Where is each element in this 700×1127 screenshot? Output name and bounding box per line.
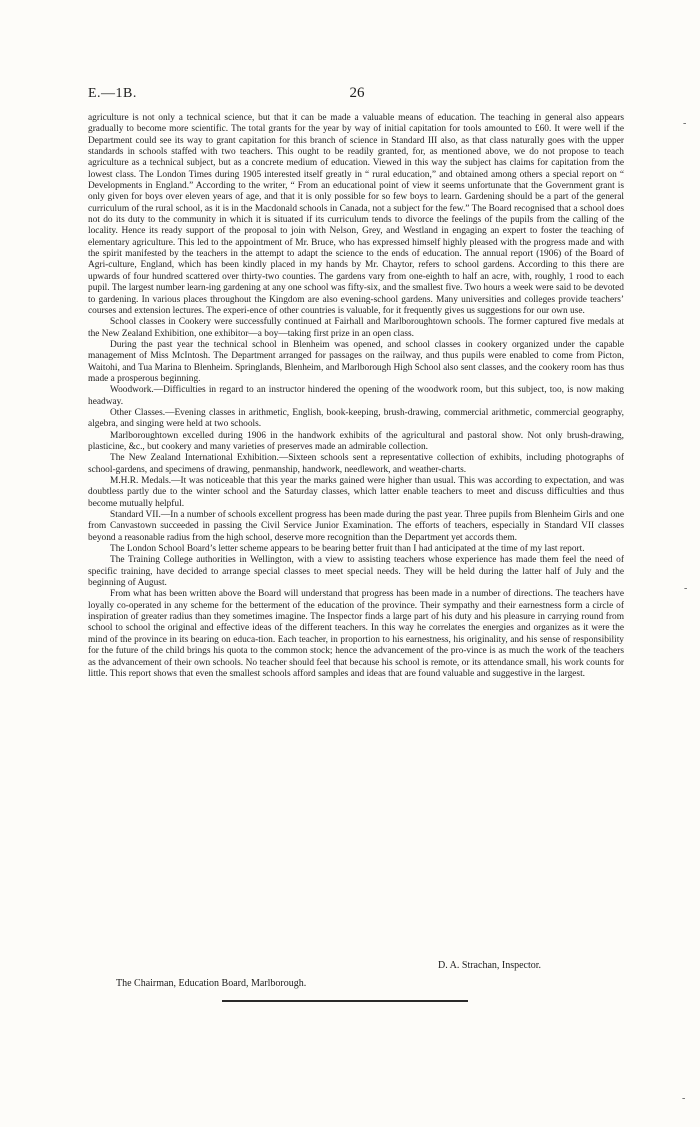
end-rule [222, 1000, 468, 1002]
page-header [88, 86, 626, 106]
margin-mark-bottom: - [682, 1093, 686, 1104]
paragraph-woodwork: Woodwork.—Difficulties in regard to an instructor hindered the opening of the woodwork room, but this subject, too, is now making headway. [88, 385, 624, 407]
paragraph-marlboroughtown: Marlboroughtown excelled during 1906 in the handwork exhibits of the agricultural and pastoral show. Not only brush-drawing, plasticine, &c., but cookery and many varieties of preserves made an admirable collection. [88, 430, 624, 452]
paragraph-standard-vii: Standard VII.—In a number of schools excellent progress has been made during the past year. Three pupils from Blenheim Girls and one from Canvastown succeeded in passing the Civil Service Junior Examination. The efforts of teachers, especially in Standard VII classes beyond a reasonable radius from the high school, deserve more recognition than the Department yet accords them. [88, 510, 624, 543]
margin-mark-middle: - [684, 583, 688, 594]
page-number: 26 [349, 85, 365, 101]
margin-mark-top: - [683, 118, 687, 129]
paragraph-training-college: The Training College authorities in Wellington, with a view to assisting teachers whose experience has made them feel the need of specific training, have decided to arrange special classes to meet special needs. They will be held during the latter half of July and the beginning of August. [88, 555, 624, 589]
paragraph-london-school-board: The London School Board’s letter scheme appears to be bearing better fruit than I had anticipated at the time of my last report. [110, 544, 585, 555]
paragraph-exhibition: The New Zealand International Exhibition.—Sixteen schools sent a representative collection of exhibits, including photographs of school-gardens, and specimens of drawing, penmanship, handwork, needlework, and weather-charts. [88, 453, 624, 475]
paragraph-conclusion: From what has been written above the Board will understand that progress has been made in a number of directions. The teachers have loyally co-operated in any scheme for the betterment of the education of the province. Their sympathy and their earnestness form a circle of inspiration of greater radius than they sometimes imagine. The Inspector finds a large part of his duty and his pleasure in carrying round from school to school the original and effective ideas of the different teachers. In this way he correlates the energies and organizes as it were the mind of the province in its bearing on educa-tion. Each teacher, in proportion to his earnestness, his originality, and his sense of responsibility for the future of the child brings his quota to the common stock; hence the advancement of the pro-vince is as much the work of the teachers as the advancement of their own schools. No teacher should feel that because his school is remote, or its attendance small, his work counts for little. This report shows that even the smallest schools afford samples and ideas that are found valuable and suggestive in the largest. [88, 589, 624, 679]
report-body [88, 113, 624, 680]
paragraph-other-classes: Other Classes.—Evening classes in arithmetic, English, book-keeping, brush-drawing, commercial arithmetic, commercial geography, algebra, and singing were held at two schools. [88, 407, 624, 430]
paragraph-agriculture: agriculture is not only a technical science, but that it can be made a valuable means of education. The teaching in general also appears gradually to become more scientific. The total grants for the year by way of initial capitation for tools amounted to £60. It were well if the Department could see its way to grant capitation for this branch of science in Standard III also, as that class naturally goes with the upper standards in schools staffed with two teachers. This ought to be readily granted, for, as mentioned above, we do not propose to teach agriculture as a technical subject, but as a concrete medium of education. Viewed in this way the subject has claims for capitation from the lowest class. The London Times during 1905 interested itself greatly in “ rural education,” and obtained among others a special report on “ Developments in England.” According to the writer, “ From an educational point of view it seems unfortunate that the Government grant is only given for boys over eleven years of age, and that it is only possible for so few boys to learn. Gardening should be a part of the general curriculum of the rural school, as it is in the Macdonald schools in Canada, not a subject for the few.” The Board recognised that a school does not do its duty to the community in which it is situated if its curriculum tends to divorce the feelings of the pupils from the calling of the locality. Hence its ready support of the proposal to join with Nelson, Grey, and Westland in engaging an expert to foster the teaching of elementary agriculture. This led to the appointment of Mr. Bruce, who has expressed himself highly pleased with the progress made and with the spirit manifested by the teachers in the attempt to adapt the science to the ends of education. The annual report (1906) of the Board of Agri-culture, England, which has been kindly placed in my hands by Mr. Chaytor, refers to school gardens. According to this there are upwards of four hundred scattered over thirty-two counties. The gardens vary from one-eighth to half an acre, with, roughly, 1 rood to each pupil. The largest number learn-ing gardening at any one school was fifty-six, and the smallest five. Two hours a week were said to be devoted to gardening. In various places throughout the Kingdom are also evening-school gardens. Many universities and colleges provide teachers’ courses and extension lectures. The experi-ence of other countries is valuable, for it frequently gives us suggestions for our own use. [88, 113, 624, 316]
paragraph-mhr-medals: M.H.R. Medals.—It was noticeable that this year the marks gained were higher than usual. This was according to expectation, and was doubtless partly due to the winter school and the Saturday classes, which latter enable teachers to meet and discuss difficulties and thus become mutually helpful. [88, 476, 624, 509]
signature: D. A. Strachan, Inspector. [438, 960, 542, 971]
paragraph-technical-school: During the past year the technical school in Blenheim was opened, and school classes in cookery organized under the capable management of Miss McIntosh. The Department arranged for passages on the railway, and thus pupils were enabled to come from Picton, Waitohi, and Tua Marina to Blenheim. Springlands, Blenheim, and Marlborough High School also sent classes, and the cookery room has thus made a prosperous beginning. [88, 339, 624, 384]
document-reference: E.—1B. [88, 86, 137, 101]
paragraph-cookery: School classes in Cookery were successfully continued at Fairhall and Marlboroughtown schools. The former captured five medals at the New Zealand Exhibition, one exhibitor—a boy—taking first prize in an open class. [88, 317, 624, 339]
addressee: The Chairman, Education Board, Marlborough. [116, 978, 307, 989]
